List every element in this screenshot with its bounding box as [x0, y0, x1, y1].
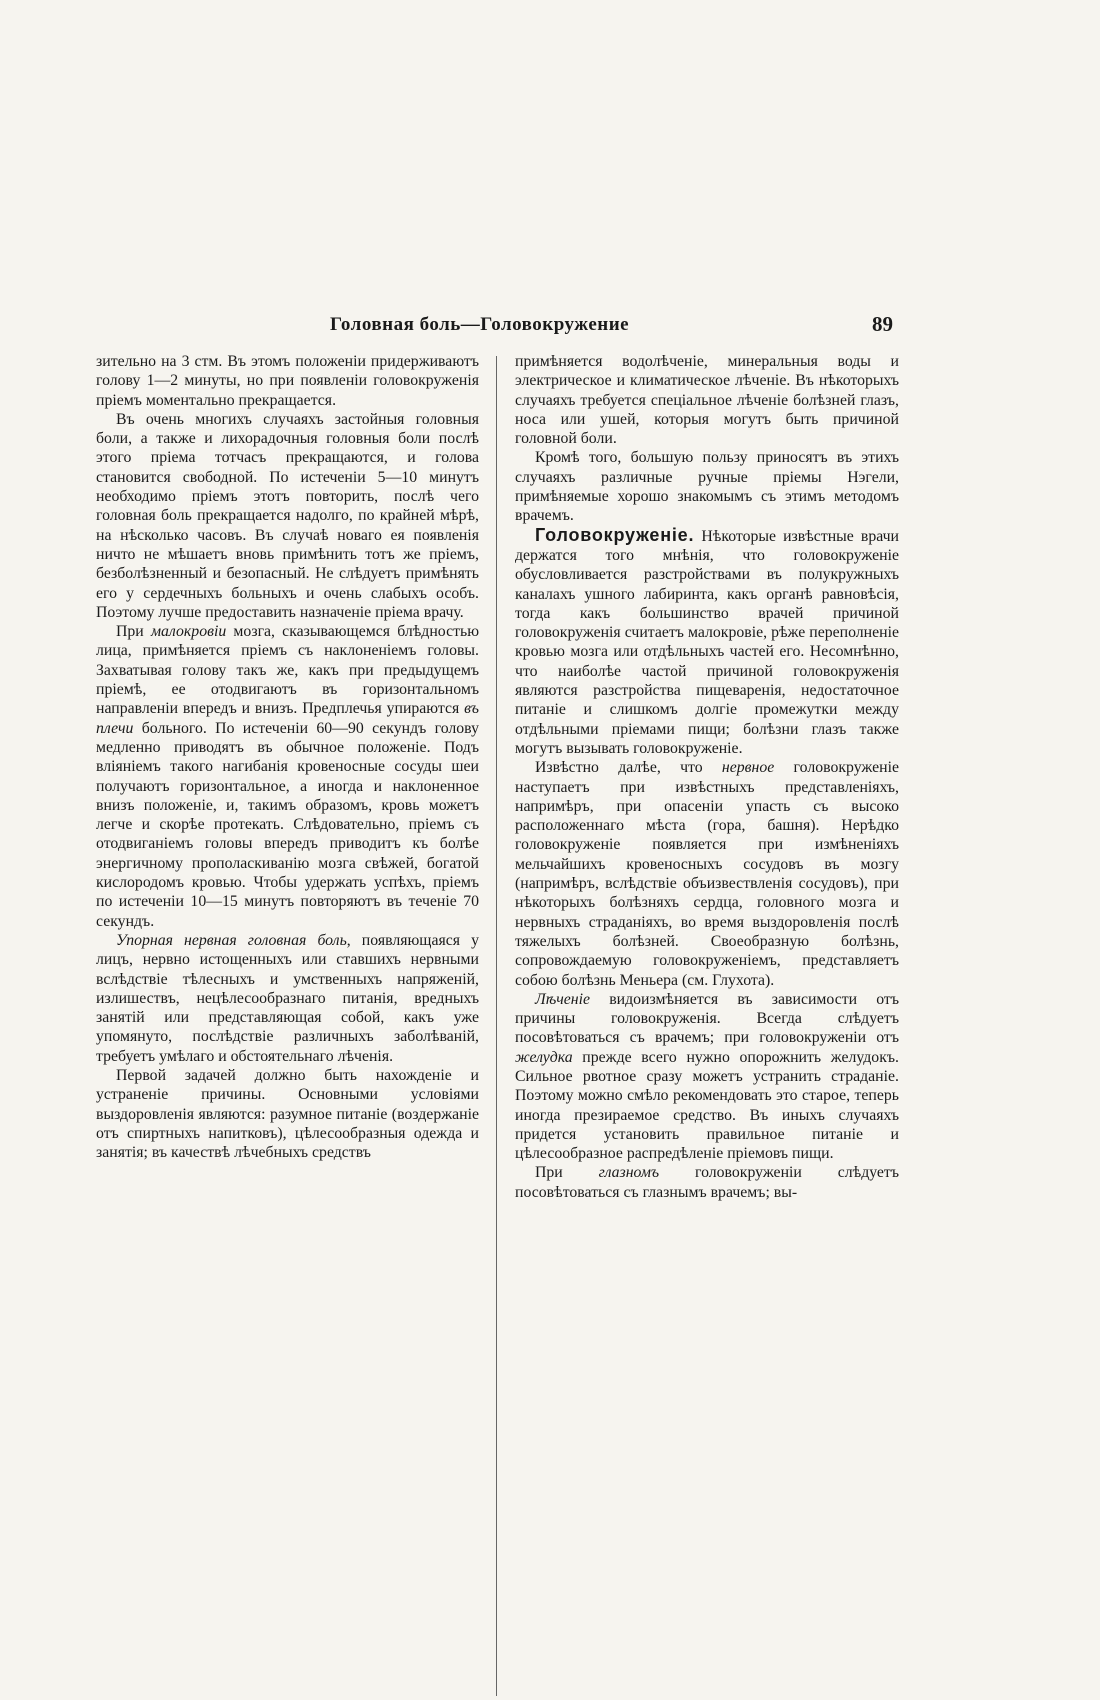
text-run: прежде всего нужно опорожнить желудокъ. Сильное рвотное сразу можетъ устранить страданіе. Поэтому можно смѣло рекомендовать это старое, теперь иногда презираемое средство. Въ иныхъ случаяхъ придется установить правильное питаніе и цѣлесообразное распредѣленіе пріемовъ пищи. — [515, 1048, 899, 1163]
paragraph: зительно на 3 стм. Въ этомъ положеніи придерживаютъ голову 1—2 минуты, но при появленіи головокруженія пріемъ моментально прекращается. — [96, 353, 479, 409]
paragraph: Кромѣ того, большую пользу приносятъ въ этихъ случаяхъ различные ручные пріемы Нэгели, примѣняемые хорошо знакомымъ съ этимъ методомъ врачемъ. — [515, 449, 899, 525]
paragraph — [515, 990, 899, 1164]
paragraph: Первой задачей должно быть нахожденіе и устраненіе причины. Основными условіями выздоровленія являются: разумное питаніе (воздержаніе отъ спиртныхъ напитковъ), цѣлесообразныя одежда и занятія; въ качествѣ лѣчебныхъ средствъ — [96, 1066, 479, 1162]
paragraph — [515, 758, 899, 990]
running-header-title: Головная боль—Головокружение — [330, 314, 630, 335]
text-run: При — [535, 1164, 599, 1182]
paragraph: примѣняется водолѣченіе, минеральныя воды и электрическое и климатическое лѣченіе. Въ нѣкоторыхъ случаяхъ требуется спеціальное лѣченіе болѣзней глазъ, носа или ушей, которыя могутъ быть причиной головной боли. — [515, 353, 899, 448]
text-run: Извѣстно далѣе, что — [535, 759, 722, 777]
text-run: головокруженіи слѣдуетъ посовѣтоваться съ глазнымъ врачемъ; вы- — [515, 1164, 899, 1201]
page-number: 89 — [872, 312, 893, 336]
italic-term: малокровіи — [150, 623, 227, 641]
italic-term: глазномъ — [598, 1164, 660, 1182]
italic-term: желудка — [515, 1048, 573, 1066]
text-run: мозга, сказывающемся блѣдностью лица, примѣняется пріемъ съ наклоненіемъ головы. Захватывая голову такъ же, какъ при предыдущемъ пріемѣ, ее отодвигаютъ въ горизонтальномъ направленіи впередъ и внизъ. Предплечья упираются — [96, 623, 479, 718]
paragraph — [515, 1163, 899, 1202]
italic-term: Упорная нервная головная боль — [116, 931, 347, 949]
column-divider — [496, 356, 497, 1696]
italic-term: Лѣченіе — [535, 990, 591, 1008]
text-run: Нѣкоторые извѣстные врачи держатся того мнѣнія, что головокруженіе обусловливается разстройствами въ полукружныхъ каналахъ ушного лабиринта, какъ органѣ равновѣсія, тогда какъ большинство врачей причиной головокруженія считаетъ малокровіе, рѣже переполненіе кровью мозга или отдѣльныхъ частей его. Несомнѣнно, что наиболѣе частой причиной головокруженія являются разстройства пищеваренія, недостаточное питаніе и слишкомъ долгіе промежутки между отдѣльными пріемами пищи; болѣзни глазъ также могутъ вызывать головокруженіе. — [515, 527, 899, 757]
text-run: головокруженіе наступаетъ при извѣстныхъ представленіяхъ, напримѣръ, при опасеніи упасть съ высоко расположеннаго мѣста (гора, башня). Нерѣдко головокруженіе появляется при измѣненіяхъ мельчайшихъ кровеносныхъ сосудовъ въ мозгу (напримѣръ, вслѣдствіе объизвествленія сосудовъ), при нѣкоторыхъ болѣзняхъ сердца, головного мозга и нервныхъ страданіяхъ, во время выздоровленія послѣ тяжелыхъ болѣзней. Своеобразную болѣзнь, сопровождаемую головокруженіемъ, представляетъ собою болѣзнь Меньера (см. Глухота). — [515, 759, 899, 989]
italic-term: въ плечи — [96, 700, 479, 737]
paragraph — [96, 931, 479, 1066]
italic-term: нервное — [721, 759, 775, 777]
text-run: При — [116, 623, 151, 641]
paragraph — [96, 622, 479, 931]
text-run: больного. По истеченіи 60—90 секундъ голову медленно приводятъ въ обычное положеніе. Подъ вліяніемъ такого нагибанія кровеносные сосуды шеи получаютъ горизонтальное, а иногда и наклоненное внизъ положеніе, и, такимъ образомъ, кровь можетъ легче и скорѣе протекать. Слѣдовательно, пріемъ съ отодвиганіемъ головы впередъ приводитъ къ болѣе энергичному прополаскиванію мозга свѣжей, богатой кислородомъ кровью. Чтобы удержать успѣхъ, пріемъ по истеченіи 10—15 минутъ повторяютъ въ теченіе 70 секундъ. — [96, 719, 479, 930]
left-column — [96, 352, 479, 1162]
text-run: видоизмѣняется въ зависимости отъ причины головокруженія. Всегда слѣдуетъ посовѣтоваться съ врачемъ; при головокруженіи отъ — [515, 990, 899, 1047]
section-heading: Головокруженіе. — [535, 524, 695, 545]
text-run: , появляющаяся у лицъ, нервно истощенныхъ или ставшихъ нервными вслѣдствіе тѣлесныхъ и умственныхъ напряженій, излишествъ, нецѣлесообразнаго питанія, вредныхъ занятій или представляющая собой, какъ уже упомянуто, послѣдствіе различныхъ заболѣваній, требуетъ умѣлаго и обстоятельнаго лѣченія. — [96, 931, 479, 1065]
paragraph: Въ очень многихъ случаяхъ застойныя головныя боли, а также и лихорадочныя головныя боли послѣ этого пріема тотчасъ прекращаются, и голова становится свободной. По истеченіи 5—10 минутъ необходимо пріемъ этотъ повторить, послѣ чего головная боль прекращается надолго, по крайней мѣрѣ, на нѣсколько часовъ. Въ случаѣ новаго ея появленія ничто не мѣшаетъ вновь примѣнить тотъ же пріемъ, безболѣзненный и безопасный. Не слѣдуетъ примѣнять его у сердечныхъ больныхъ и очень слабыхъ особъ. Поэтому лучше предоставить назначеніе пріема врачу. — [96, 410, 479, 621]
right-column — [515, 352, 899, 1202]
paragraph — [515, 526, 899, 759]
